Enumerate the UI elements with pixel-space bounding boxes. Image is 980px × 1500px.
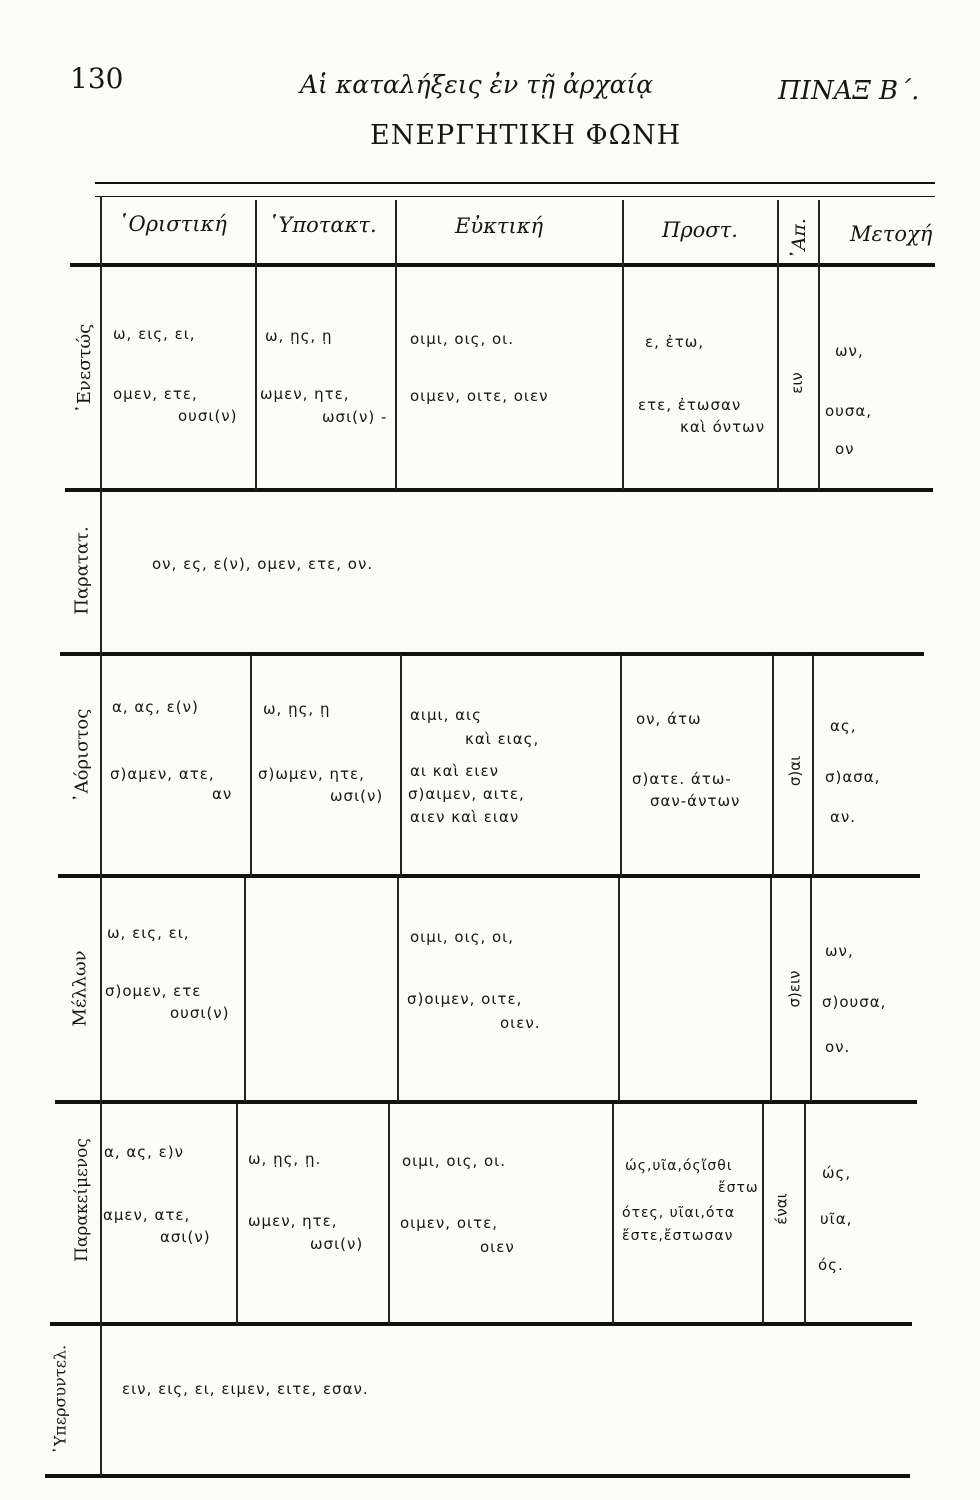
- col-header-indicative: ῾Οριστική: [118, 212, 227, 236]
- perfect-imp-1: ώς,υῖα,όςἴσθι: [625, 1158, 733, 1174]
- aorist-subj-1: ω, ῃς, ῃ: [263, 700, 331, 718]
- page-number: 130: [70, 62, 124, 95]
- aorist-ind-3: αν: [212, 785, 233, 803]
- perfect-opt-1: οιμι, οις, οι.: [402, 1152, 507, 1170]
- present-opt-2: οιμεν, οιτε, οιεν: [410, 387, 549, 405]
- col-rule-opt-c: [618, 878, 620, 1102]
- perfect-subj-1: ω, ῃς, ῃ.: [248, 1150, 322, 1168]
- col-rule-inf-b: [812, 655, 814, 877]
- present-opt-1: οιμι, οις, οι.: [410, 330, 515, 348]
- col-rule-ind-c: [244, 878, 246, 1102]
- col-rule-inf-d: [804, 1104, 806, 1324]
- perfect-opt-3: οιεν: [480, 1238, 515, 1256]
- table-top-rule: [95, 182, 935, 184]
- col-rule-subj-b: [400, 655, 402, 877]
- perfect-imp-4: ἔστε,ἔστωσαν: [622, 1228, 734, 1244]
- running-head: Αἱ καταλήξεις ἐν τῇ ἀρχαίᾳ: [300, 70, 654, 99]
- future-opt-1: οιμι, οις, οι,: [410, 928, 515, 946]
- aorist-part-1: ας,: [830, 717, 857, 735]
- future-opt-2: σ)οιμεν, οιτε,: [407, 990, 523, 1008]
- col-rule-opt-d: [612, 1104, 614, 1324]
- present-imp-2: ετε, ἐτωσαν: [638, 396, 742, 414]
- perfect-opt-2: οιμεν, οιτε,: [400, 1214, 498, 1232]
- future-ind-2: σ)ομεν, ετε: [105, 982, 202, 1000]
- aorist-opt-2: καὶ ειας,: [465, 730, 540, 748]
- aorist-imp-3: σαν-άντων: [650, 792, 741, 810]
- row-label-pluperfect: ῾Υπερσυντελ.: [50, 1344, 70, 1455]
- pluperfect-forms: ειν, εις, ει, ειμεν, ειτε, εσαν.: [122, 1380, 369, 1398]
- present-part-3: ον: [835, 440, 855, 458]
- present-inf: ειν: [787, 372, 806, 394]
- present-ind-2: ομεν, ετε,: [113, 385, 198, 403]
- aorist-opt-1: αιμι, αις: [410, 706, 482, 724]
- row-label-future: Μέλλων: [69, 950, 91, 1027]
- col-header-participle: Μετοχή: [850, 222, 933, 246]
- table-id: ΠΙΝΑΞ Β΄.: [778, 76, 920, 106]
- imperfect-forms: ον, ες, ε(ν), ομεν, ετε, ον.: [152, 555, 374, 573]
- col-header-imperative: Προστ.: [662, 218, 738, 242]
- row-rule-present: [65, 488, 933, 492]
- row-label-perfect: Παρακείμενος: [71, 1138, 92, 1262]
- col-rule-ind: [255, 200, 257, 490]
- future-inf: σ)ειν: [785, 970, 804, 1008]
- perfect-ind-3: ασι(ν): [160, 1228, 211, 1246]
- aorist-opt-4: σ)αιμεν, αιτε,: [408, 785, 525, 803]
- present-subj-1: ω, ῃς, ῃ: [265, 327, 333, 345]
- perfect-part-3: ός.: [818, 1256, 844, 1274]
- perfect-imp-2: ἔστω: [718, 1180, 759, 1196]
- perfect-subj-3: ωσι(ν): [310, 1235, 364, 1253]
- col-rule-opt-b: [620, 655, 622, 877]
- perfect-ind-1: α, ας, ε)ν: [104, 1143, 184, 1161]
- row-label-present: ᾿Ενεστώς: [74, 323, 96, 414]
- present-imp-1: ε, ἐτω,: [645, 333, 705, 351]
- aorist-subj-3: ωσι(ν): [330, 787, 384, 805]
- col-rule-ind-b: [250, 655, 252, 877]
- row-label-aorist: ᾿Αόριστος: [71, 708, 93, 803]
- aorist-inf: σ)αι: [786, 755, 805, 787]
- table-bottom-rule: [45, 1474, 910, 1478]
- future-ind-3: ουσι(ν): [170, 1004, 230, 1022]
- present-subj-3: ωσι(ν) -: [322, 408, 388, 426]
- present-subj-2: ωμεν, ητε,: [260, 385, 350, 403]
- row-rule-perfect: [50, 1322, 912, 1326]
- page-subtitle: ΕΝΕΡΓΗΤΙΚΗ ΦΩΝΗ: [370, 120, 682, 151]
- future-part-2: σ)ουσα,: [822, 993, 887, 1011]
- col-header-infinitive: ᾿Απ.: [787, 218, 810, 260]
- future-ind-1: ω, εις, ει,: [107, 924, 190, 942]
- col-rule-imp-c: [770, 878, 772, 1102]
- aorist-imp-1: ον, άτω: [636, 710, 702, 728]
- aorist-ind-2: σ)αμεν, ατε,: [110, 765, 215, 783]
- row-rule-future: [55, 1100, 917, 1104]
- aorist-part-2: σ)ασα,: [825, 768, 881, 786]
- aorist-imp-2: σ)ατε. άτω-: [632, 770, 732, 788]
- aorist-subj-2: σ)ωμεν, ητε,: [258, 765, 365, 783]
- aorist-part-3: αν.: [830, 808, 857, 826]
- row-label-imperfect: Παρατατ.: [71, 526, 93, 615]
- col-rule-subj-c: [397, 878, 399, 1102]
- col-rule-label: [100, 196, 102, 1476]
- perfect-imp-3: ότες, υῖαι,ότα: [622, 1205, 736, 1221]
- present-part-2: ουσα,: [825, 402, 873, 420]
- aorist-opt-3: αι καὶ ειεν: [410, 762, 499, 780]
- perfect-part-2: υῖα,: [820, 1210, 853, 1228]
- present-ind-3: ουσι(ν): [178, 407, 238, 425]
- perfect-ind-2: αμεν, ατε,: [103, 1206, 191, 1224]
- col-rule-ind-d: [236, 1104, 238, 1324]
- perfect-part-1: ώς,: [822, 1164, 852, 1182]
- present-imp-3: καὶ όντων: [680, 418, 766, 436]
- present-part-1: ων,: [835, 342, 864, 360]
- col-rule-opt: [622, 200, 624, 490]
- table-top-rule-2: [95, 196, 935, 197]
- aorist-opt-5: αιεν καὶ ειαν: [410, 808, 520, 826]
- col-rule-subj: [395, 200, 397, 490]
- col-rule-imp: [777, 200, 779, 490]
- col-rule-imp-d: [762, 1104, 764, 1324]
- col-header-optative: Εὐκτική: [455, 214, 544, 238]
- col-header-subjunctive: ῾Υποτακτ.: [268, 213, 377, 237]
- aorist-ind-1: α, ας, ε(ν): [112, 698, 199, 716]
- perfect-subj-2: ωμεν, ητε,: [248, 1212, 338, 1230]
- col-rule-inf: [818, 200, 820, 490]
- future-opt-3: οιεν.: [500, 1014, 541, 1032]
- col-rule-inf-c: [810, 878, 812, 1102]
- present-ind-1: ω, εις, ει,: [113, 325, 196, 343]
- header-bottom-rule: [70, 263, 935, 267]
- col-rule-subj-d: [388, 1104, 390, 1324]
- col-rule-imp-b: [772, 655, 774, 877]
- row-rule-imperfect: [60, 652, 924, 656]
- future-part-1: ων,: [825, 942, 854, 960]
- row-rule-aorist: [58, 874, 920, 878]
- future-part-3: ον.: [825, 1038, 851, 1056]
- perfect-inf: έναι: [772, 1193, 791, 1225]
